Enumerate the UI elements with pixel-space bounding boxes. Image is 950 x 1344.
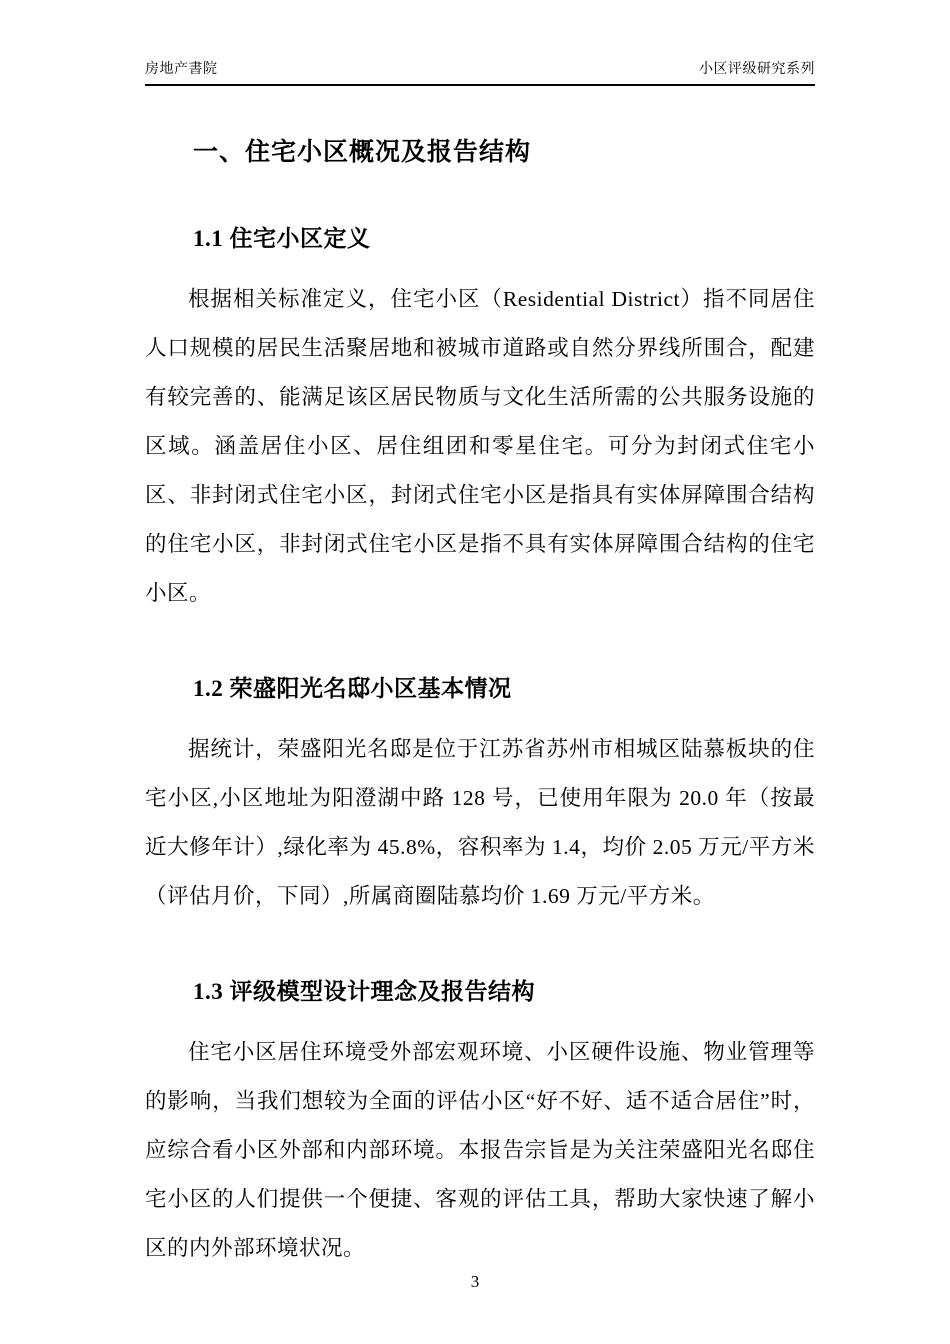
document-title: 一、住宅小区概况及报告结构 bbox=[193, 139, 532, 166]
header-right-text: 小区评级研究系列 bbox=[699, 62, 815, 77]
section-heading-1-1: 1.1 住宅小区定义 bbox=[193, 226, 371, 251]
section-1-1-paragraph: 根据相关标准定义，住宅小区（Residential District）指不同居住人口规模的居民生活聚居地和被城市道路或自然分界线所围合，配建有较完善的、能满足该区居民物质与文化生活所需的公共服务设施的区域。涵盖居住小区、居住组团和零星住宅。可分为封闭式住宅小区、非封闭式住宅小区，封闭式住宅小区是指具有实体屏障围合结构的住宅小区，非封闭式住宅小区是指不具有实体屏障围合结构的住宅小区。 bbox=[145, 287, 815, 605]
section-1-2-paragraph: 据统计，荣盛阳光名邸是位于江苏省苏州市相城区陆慕板块的住宅小区,小区地址为阳澄湖中路 128 号，已使用年限为 20.0 年（按最近大修年计）,绿化率为 45.8%，容积率为 1.4，均价 2.05 万元/平方米（评估月价，下同）,所属商圈陆慕均价 1.69 万元/平方米。 bbox=[145, 737, 815, 908]
section-heading-1-2: 1.2 荣盛阳光名邸小区基本情况 bbox=[193, 676, 512, 701]
page-header bbox=[145, 58, 815, 86]
section-heading-1-3: 1.3 评级模型设计理念及报告结构 bbox=[193, 979, 535, 1004]
section-1-3-paragraph: 住宅小区居住环境受外部宏观环境、小区硬件设施、物业管理等的影响，当我们想较为全面的评估小区“好不好、适不适合居住”时，应综合看小区外部和内部环境。本报告宗旨是为关注荣盛阳光名邸住宅小区的人们提供一个便捷、客观的评估工具，帮助大家快速了解小区的内外部环境状况。 bbox=[145, 1040, 815, 1260]
page-number: 3 bbox=[470, 1272, 480, 1291]
header-left-text: 房地产書院 bbox=[145, 62, 218, 77]
page-footer bbox=[0, 1272, 950, 1292]
